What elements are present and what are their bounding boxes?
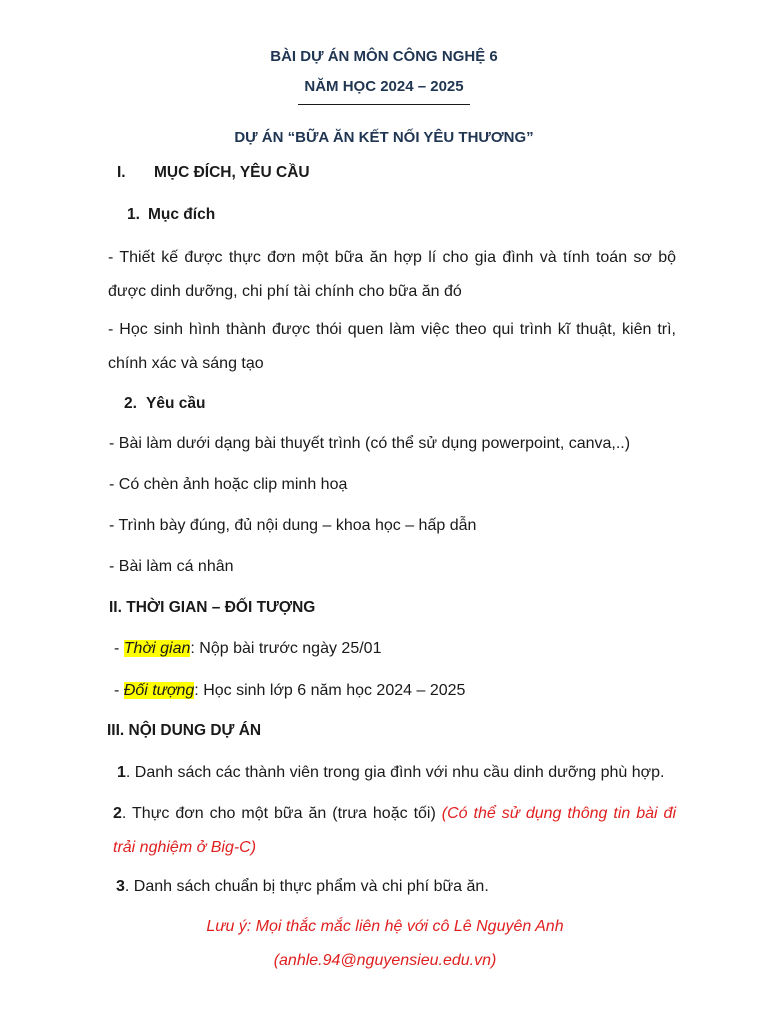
contact-email: (anhle.94@nguyensieu.edu.vn)	[273, 952, 497, 969]
content-item-2-number: 2	[113, 805, 122, 822]
subsection-1-number: 1.	[127, 206, 140, 223]
section-3-title: III. NỘI DUNG DỰ ÁN	[107, 722, 262, 739]
section-1-title: MỤC ĐÍCH, YÊU CẦU	[154, 164, 310, 181]
section-1-number: I.	[117, 164, 126, 181]
contact-note: Lưu ý: Mọi thắc mắc liên hệ với cô Lê Nguyên Anh	[206, 918, 564, 935]
document-title: BÀI DỰ ÁN MÔN CÔNG NGHỆ 6	[270, 48, 498, 65]
subsection-1-title: Mục đích	[148, 206, 216, 223]
requirement-item: - Bài làm dưới dạng bài thuyết trình (có thể sử dụng powerpoint, canva,..)	[109, 435, 631, 452]
purpose-item: - Thiết kế được thực đơn một bữa ăn hợp lí cho gia đình và tính toán sơ bộ được dinh dưỡng, chi phí tài chính cho bữa ăn đó	[108, 249, 676, 300]
target-line	[114, 682, 465, 700]
content-item-1-number: 1	[117, 764, 126, 781]
subsection-2-title: Yêu cầu	[146, 395, 206, 412]
subsection-2-number: 2.	[124, 395, 137, 412]
content-item-3	[116, 878, 489, 896]
content-item-3-text: . Danh sách chuẩn bị thực phẩm và chi phí bữa ăn.	[124, 878, 489, 895]
target-label: Đối tượng	[123, 682, 195, 699]
project-title: DỰ ÁN “BỮA ĂN KẾT NỐI YÊU THƯƠNG”	[234, 129, 534, 146]
time-label: Thời gian	[123, 640, 191, 657]
content-item-1	[117, 764, 664, 782]
section-2-title: II. THỜI GIAN – ĐỐI TƯỢNG	[109, 599, 316, 616]
school-year: NĂM HỌC 2024 – 2025	[304, 78, 464, 95]
target-prefix: -	[114, 682, 124, 699]
time-value: : Nộp bài trước ngày 25/01	[190, 640, 382, 657]
content-item-1-text: . Danh sách các thành viên trong gia đình với nhu cầu dinh dưỡng phù hợp.	[125, 764, 665, 781]
time-prefix: -	[114, 640, 124, 657]
content-item-3-number: 3	[116, 878, 125, 895]
requirement-item: - Trình bày đúng, đủ nội dung – khoa học – hấp dẫn	[109, 517, 477, 534]
requirement-item: - Có chèn ảnh hoặc clip minh hoạ	[109, 476, 348, 493]
target-value: : Học sinh lớp 6 năm học 2024 – 2025	[194, 682, 466, 699]
requirement-item: - Bài làm cá nhân	[109, 558, 234, 575]
purpose-item: - Học sinh hình thành được thói quen làm việc theo qui trình kĩ thuật, kiên trì, chính xác và sáng tạo	[108, 321, 676, 372]
content-item-2	[113, 797, 676, 865]
content-item-2-text: . Thực đơn cho một bữa ăn (trưa hoặc tối)	[121, 805, 442, 822]
title-divider	[298, 104, 470, 105]
time-line	[114, 640, 381, 658]
content-item-2-note: (Có thể sử dụng thông tin bài đi trải nghiệm ở Big-C)	[113, 805, 676, 856]
